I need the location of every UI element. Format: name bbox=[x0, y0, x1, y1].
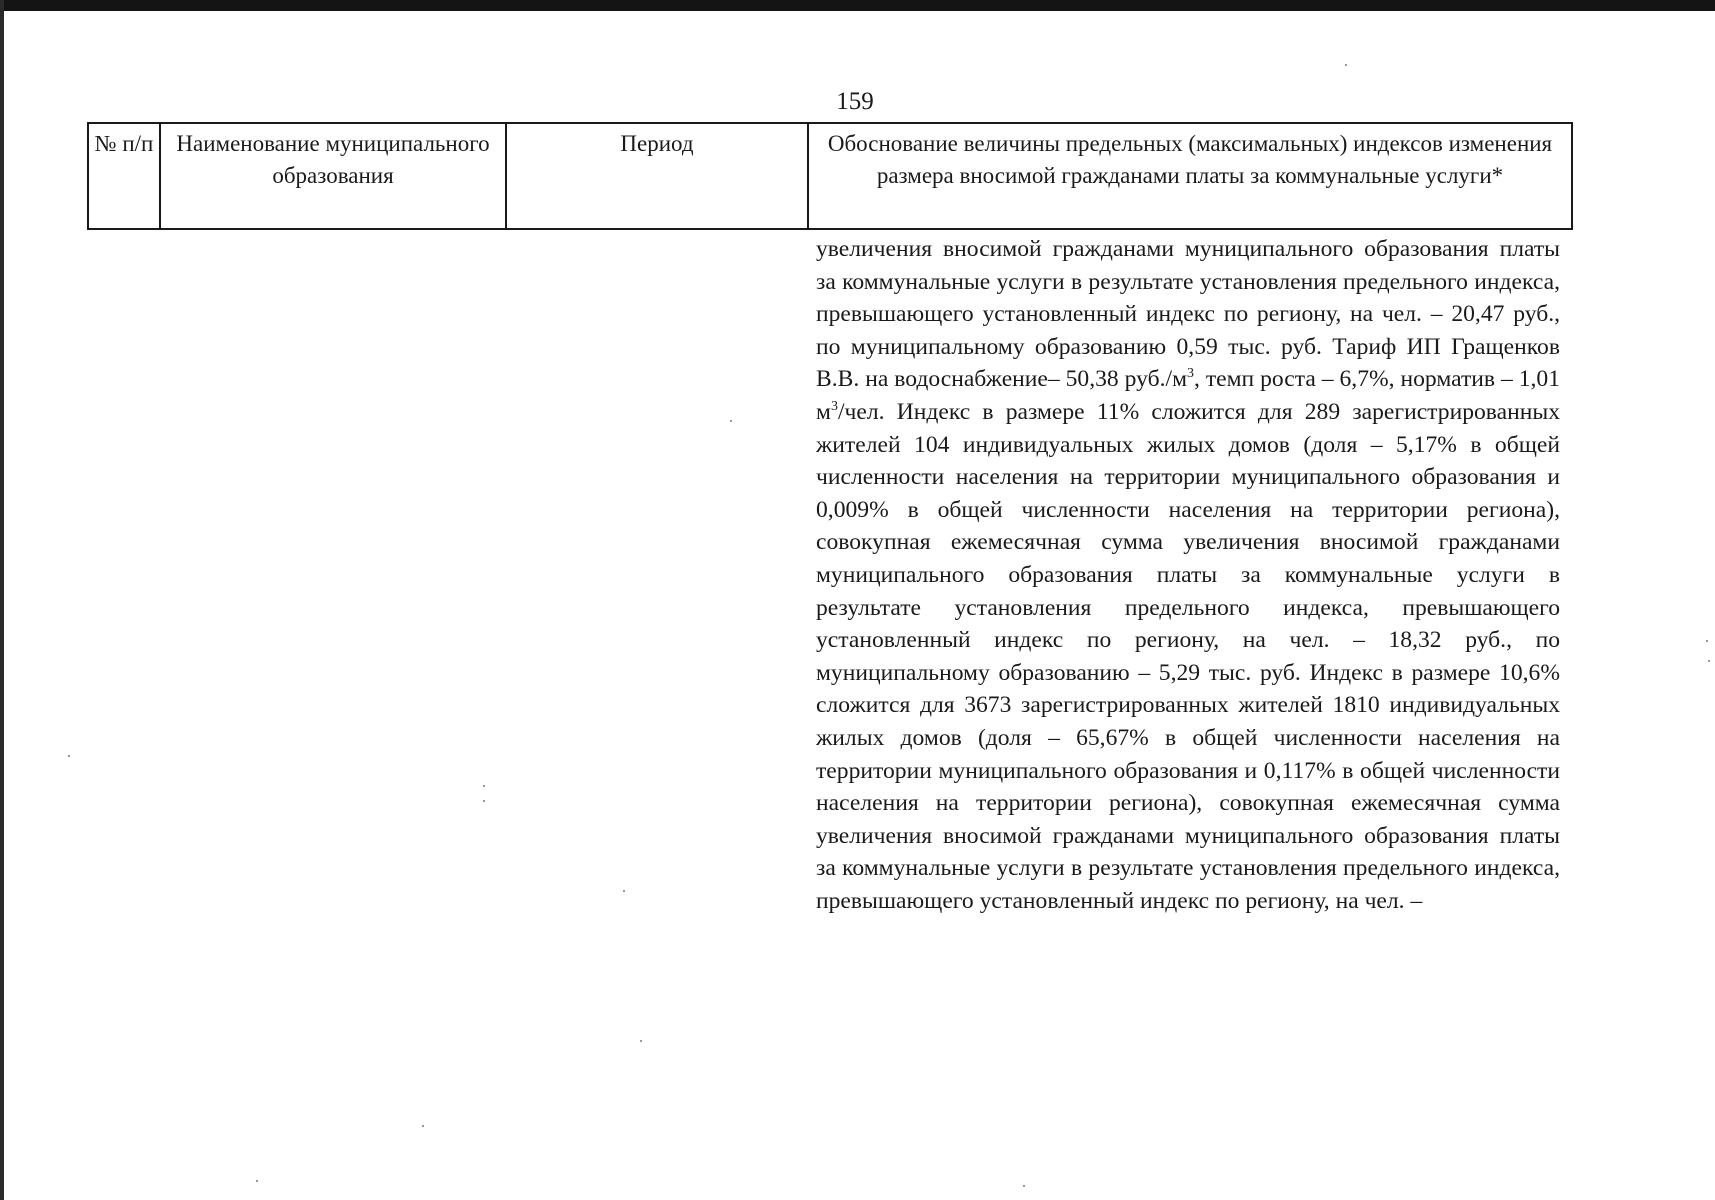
scan-speck bbox=[1706, 640, 1708, 642]
header-cell-number: № п/п bbox=[89, 124, 161, 228]
table-header-row bbox=[87, 122, 1573, 230]
scan-border-left bbox=[0, 0, 4, 1200]
justification-text bbox=[816, 233, 1560, 917]
scan-border-top bbox=[0, 0, 1715, 11]
scan-speck bbox=[1708, 660, 1710, 662]
justification-text-part-2: , темп роста – 6,7%, норматив – 1,01 м bbox=[816, 366, 1561, 425]
scan-speck bbox=[422, 1125, 424, 1127]
scan-speck bbox=[483, 800, 485, 802]
scan-speck bbox=[623, 890, 625, 892]
scan-speck bbox=[483, 785, 485, 787]
scan-speck bbox=[1345, 64, 1347, 66]
header-cell-municipality: Наименование муниципального образования bbox=[161, 124, 507, 228]
justification-text-part-3: /чел. Индекс в размере 11% сложится для 289 зарегистрированных жителей 104 индивидуальных жилых домов (доля – 5,17% в общей численности населения на территории муниципального образования и 0,009% в общей численности населения на территории региона), совокупная ежемесячная сумма увеличения вносимой гражданами муниципального образования платы за коммунальные услуги в результате установления предельного индекса, превышающего установленный индекс по региону, на чел. – 18,32 руб., по муниципальному образованию – 5,29 тыс. руб. Индекс в размере 10,6% сложится для 3673 зарегистрированных жителей 1810 индивидуальных жилых домов (доля – 65,67% в общей численности населения на территории муниципального образования и 0,117% в общей численности населения на территории региона), совокупная ежемесячная сумма увеличения вносимой гражданами муниципального образования платы за коммунальные услуги в результате установления предельного индекса, превышающего установленный индекс по региону, на чел. – bbox=[816, 398, 1560, 914]
page-number: 159 bbox=[836, 88, 874, 115]
justification-text-part-1: увеличения вносимой гражданами муниципального образования платы за коммунальные услуги в результате установления предельного индекса, превышающего установленный индекс по региону, на чел. – 20,47 руб., по муниципальному образованию 0,59 тыс. руб. Тариф ИП Гращенков В.В. на водоснабжение– 50,38 руб./м bbox=[816, 236, 1560, 393]
scan-speck bbox=[256, 1180, 258, 1182]
superscript-cubic-1: 3 bbox=[1187, 366, 1195, 382]
header-cell-period: Период bbox=[507, 124, 809, 228]
scan-speck bbox=[730, 420, 732, 422]
scan-speck bbox=[68, 755, 70, 757]
header-cell-justification: Обоснование величины предельных (максимальных) индексов изменения размера вносимой гражданами платы за коммунальные услуги* bbox=[827, 131, 1553, 188]
scan-speck bbox=[640, 1040, 642, 1042]
superscript-cubic-2: 3 bbox=[830, 399, 838, 415]
scan-speck bbox=[1023, 1185, 1025, 1187]
